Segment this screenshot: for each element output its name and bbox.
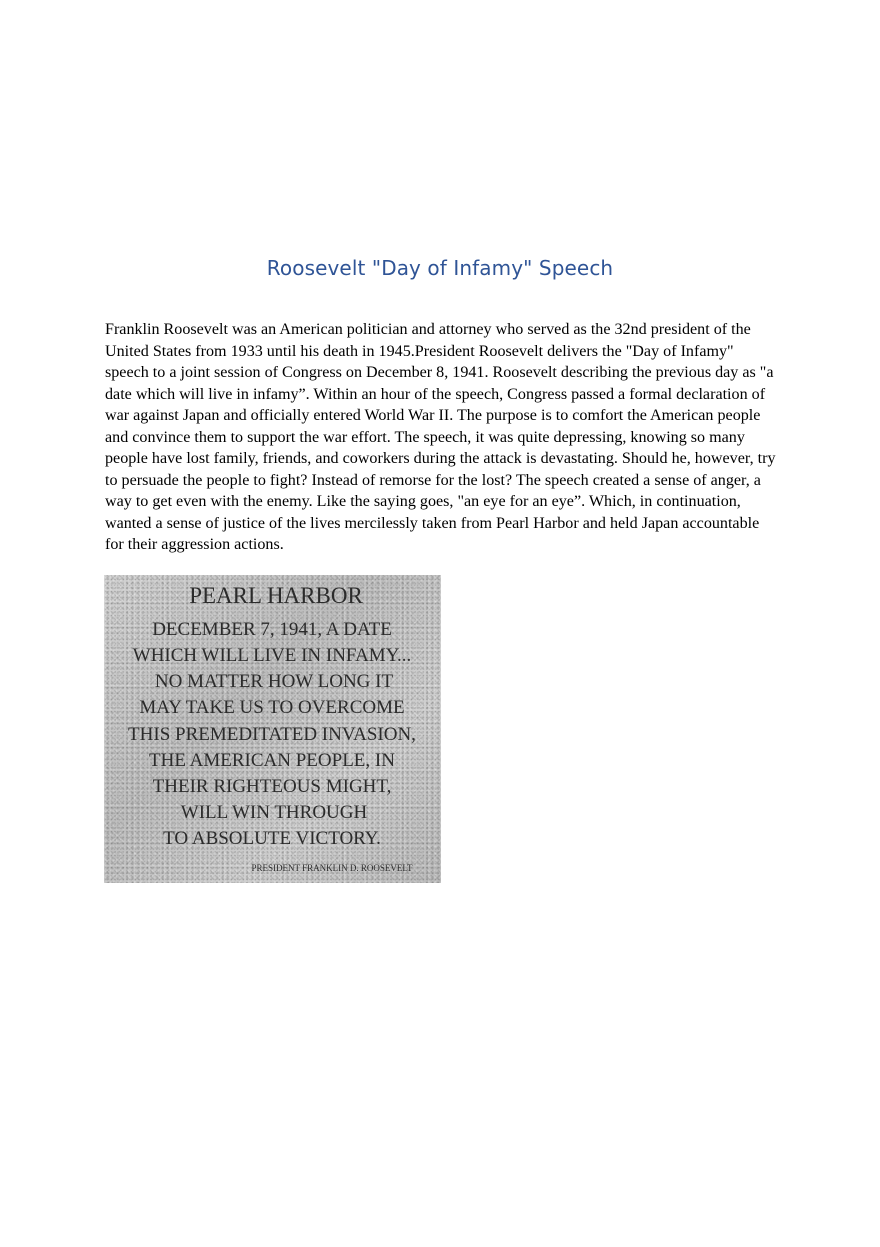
plaque-heading: PEARL HARBOR (189, 583, 363, 608)
plaque-line: NO MATTER HOW LONG IT (154, 671, 394, 692)
pearl-harbor-plaque-image (104, 575, 441, 883)
plaque-line: WHICH WILL LIVE IN INFAMY... (132, 645, 412, 666)
document-title: Roosevelt "Day of Infamy" Speech (266, 256, 614, 280)
body-paragraph: Franklin Roosevelt was an American politician and attorney who served as the 32nd president of the United States from 1933 until his death in 1945.President Roosevelt delivers the "Day of Infamy" speech to a joint session of Congress on December 8, 1941. Roosevelt describing the previous day as "a date which will live in infamy”. Within an hour of the speech, Congress passed a formal declaration of war against Japan and officially entered World War II. The purpose is to comfort the American people and convince them to support the war effort. The speech, it was quite depressing, knowing so many people have lost family, friends, and coworkers during the attack is devastating. Should he, however, try to persuade the people to fight? Instead of remorse for the lost? The speech created a sense of anger, a way to get even with the enemy. Like the saying goes, "an eye for an eye”. Which, in continuation, wanted a sense of justice of the lives mercilessly taken from Pearl Harbor and held Japan accountable for their aggression actions. (105, 321, 776, 553)
plaque-line: MAY TAKE US TO OVERCOME (139, 697, 405, 718)
plaque-inscription (104, 575, 441, 883)
plaque-line: THE AMERICAN PEOPLE, IN (149, 750, 395, 771)
plaque-line: THEIR RIGHTEOUS MIGHT, (152, 776, 392, 797)
plaque-attribution: PRESIDENT FRANKLIN D. ROOSEVELT (251, 863, 413, 873)
plaque-line: TO ABSOLUTE VICTORY. (163, 828, 381, 849)
plaque-line: WILL WIN THROUGH (180, 802, 368, 823)
plaque-line: DECEMBER 7, 1941, A DATE (152, 619, 392, 640)
plaque-line: THIS PREMEDITATED INVASION, (128, 724, 416, 745)
